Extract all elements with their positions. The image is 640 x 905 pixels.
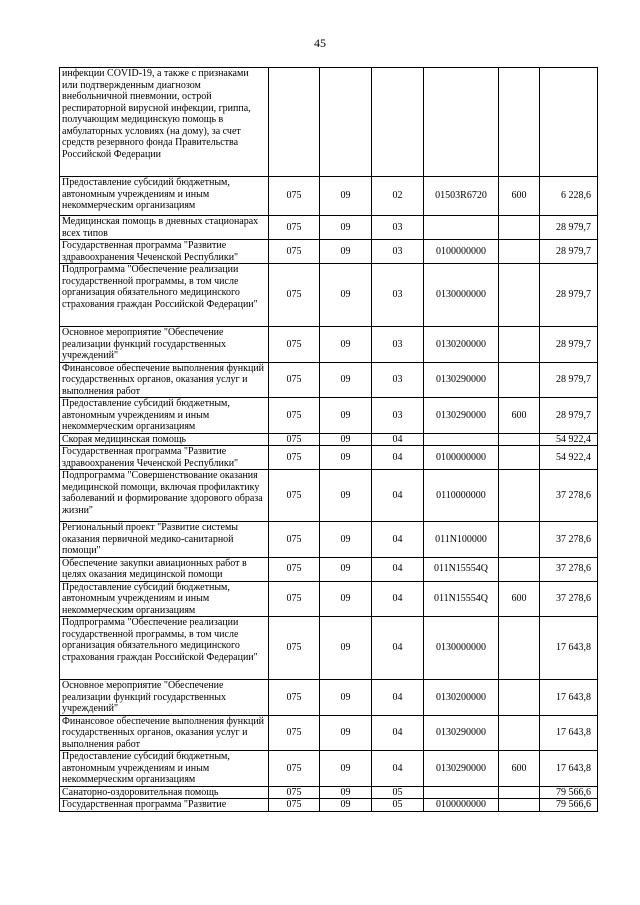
row-csr-cell: 0130200000 bbox=[424, 680, 499, 716]
row-sum-cell: 28 979,7 bbox=[540, 398, 598, 434]
row-vr-cell bbox=[499, 264, 540, 327]
row-pr-cell: 04 bbox=[372, 617, 424, 680]
row-ved-cell: 075 bbox=[269, 177, 320, 216]
row-pr-cell: 03 bbox=[372, 398, 424, 434]
row-vr-cell bbox=[499, 522, 540, 558]
row-rz-cell: 09 bbox=[320, 581, 372, 617]
row-rz-cell: 09 bbox=[320, 786, 372, 799]
row-ved-cell: 075 bbox=[269, 581, 320, 617]
row-ved-cell: 075 bbox=[269, 751, 320, 787]
table-row bbox=[60, 557, 598, 581]
row-pr-cell: 04 bbox=[372, 522, 424, 558]
row-csr-cell bbox=[424, 433, 499, 446]
row-vr-cell bbox=[499, 799, 540, 812]
row-name-cell: Основное мероприятие "Обеспечение реализации функций государственных учреждений" bbox=[60, 327, 269, 363]
row-name-cell: Предоставление субсидий бюджетным, автономным учреждениям и иным некоммерческим организациям bbox=[60, 398, 269, 434]
row-vr-cell bbox=[499, 327, 540, 363]
row-csr-cell: 0100000000 bbox=[424, 240, 499, 264]
row-csr-cell: 0130200000 bbox=[424, 327, 499, 363]
row-csr-cell: 0130000000 bbox=[424, 617, 499, 680]
row-csr-cell: 011N15554Q bbox=[424, 581, 499, 617]
row-name-cell: Предоставление субсидий бюджетным, автономным учреждениям и иным некоммерческим организациям bbox=[60, 751, 269, 787]
row-name-cell: Обеспечение закупки авиационных работ в целях оказания медицинской помощи bbox=[60, 557, 269, 581]
row-csr-cell bbox=[424, 216, 499, 240]
row-vr-cell bbox=[499, 446, 540, 470]
table-row bbox=[60, 216, 598, 240]
row-pr-cell: 02 bbox=[372, 177, 424, 216]
row-ved-cell: 075 bbox=[269, 240, 320, 264]
table-row bbox=[60, 240, 598, 264]
row-ved-cell: 075 bbox=[269, 362, 320, 398]
row-rz-cell: 09 bbox=[320, 799, 372, 812]
row-pr-cell: 04 bbox=[372, 715, 424, 751]
row-sum-cell: 17 643,8 bbox=[540, 680, 598, 716]
row-csr-cell: 0130290000 bbox=[424, 398, 499, 434]
row-name-cell: Государственная программа "Развитие bbox=[60, 799, 269, 812]
row-name-cell: Подпрограмма "Обеспечение реализации государственной программы, в том числе организация обязательного медицинского страхования граждан Российской Федерации" bbox=[60, 617, 269, 680]
row-name-cell: Государственная программа "Развитие здравоохранения Чеченской Республики" bbox=[60, 240, 269, 264]
row-csr-cell: 0110000000 bbox=[424, 470, 499, 522]
row-name-cell: Основное мероприятие "Обеспечение реализации функций государственных учреждений" bbox=[60, 680, 269, 716]
table-row bbox=[60, 680, 598, 716]
row-name-cell: Скорая медицинская помощь bbox=[60, 433, 269, 446]
row-sum-cell: 28 979,7 bbox=[540, 327, 598, 363]
table-row bbox=[60, 470, 598, 522]
row-sum-cell: 17 643,8 bbox=[540, 751, 598, 787]
row-pr-cell: 05 bbox=[372, 799, 424, 812]
row-csr-cell: 0130290000 bbox=[424, 362, 499, 398]
row-vr-cell bbox=[499, 786, 540, 799]
row-sum-cell: 37 278,6 bbox=[540, 470, 598, 522]
row-sum-cell: 28 979,7 bbox=[540, 216, 598, 240]
row-vr-cell: 600 bbox=[499, 751, 540, 787]
row-vr-cell bbox=[499, 362, 540, 398]
table-row bbox=[60, 327, 598, 363]
row-ved-cell: 075 bbox=[269, 557, 320, 581]
row-name-cell: Подпрограмма "Совершенствование оказания медицинской помощи, включая профилактику заболеваний и формирование здорового образа жизни" bbox=[60, 470, 269, 522]
row-csr-cell: 0130290000 bbox=[424, 751, 499, 787]
row-sum-cell: 79 566,6 bbox=[540, 799, 598, 812]
row-pr-cell: 04 bbox=[372, 446, 424, 470]
row-ved-cell: 075 bbox=[269, 617, 320, 680]
row-rz-cell: 09 bbox=[320, 617, 372, 680]
row-sum-cell: 28 979,7 bbox=[540, 264, 598, 327]
row-name-cell: Региональный проект "Развитие системы оказания первичной медико-санитарной помощи" bbox=[60, 522, 269, 558]
row-rz-cell: 09 bbox=[320, 522, 372, 558]
row-rz-cell: 09 bbox=[320, 680, 372, 716]
row-pr-cell: 03 bbox=[372, 216, 424, 240]
row-pr-cell bbox=[372, 68, 424, 177]
row-ved-cell: 075 bbox=[269, 799, 320, 812]
row-rz-cell: 09 bbox=[320, 470, 372, 522]
row-sum-cell bbox=[540, 68, 598, 177]
row-name-cell: Государственная программа "Развитие здравоохранения Чеченской Республики" bbox=[60, 446, 269, 470]
row-csr-cell bbox=[424, 786, 499, 799]
row-rz-cell: 09 bbox=[320, 177, 372, 216]
page-number: 45 bbox=[314, 36, 326, 50]
row-vr-cell bbox=[499, 68, 540, 177]
row-rz-cell: 09 bbox=[320, 433, 372, 446]
table-row bbox=[60, 264, 598, 327]
row-vr-cell bbox=[499, 715, 540, 751]
row-sum-cell: 6 228,6 bbox=[540, 177, 598, 216]
row-sum-cell: 37 278,6 bbox=[540, 557, 598, 581]
row-pr-cell: 03 bbox=[372, 240, 424, 264]
row-name-cell: Финансовое обеспечение выполнения функций государственных органов, оказания услуг и выполнения работ bbox=[60, 362, 269, 398]
table-row bbox=[60, 446, 598, 470]
row-sum-cell: 17 643,8 bbox=[540, 617, 598, 680]
table-row bbox=[60, 715, 598, 751]
row-ved-cell: 075 bbox=[269, 715, 320, 751]
row-sum-cell: 54 922,4 bbox=[540, 446, 598, 470]
row-vr-cell bbox=[499, 216, 540, 240]
row-ved-cell: 075 bbox=[269, 216, 320, 240]
row-rz-cell: 09 bbox=[320, 398, 372, 434]
row-rz-cell: 09 bbox=[320, 264, 372, 327]
row-name-cell: Санаторно-оздоровительная помощь bbox=[60, 786, 269, 799]
row-vr-cell bbox=[499, 433, 540, 446]
row-pr-cell: 03 bbox=[372, 327, 424, 363]
row-rz-cell: 09 bbox=[320, 446, 372, 470]
row-rz-cell: 09 bbox=[320, 216, 372, 240]
row-sum-cell: 28 979,7 bbox=[540, 362, 598, 398]
row-rz-cell: 09 bbox=[320, 751, 372, 787]
row-vr-cell bbox=[499, 470, 540, 522]
row-csr-cell: 011N15554Q bbox=[424, 557, 499, 581]
row-pr-cell: 03 bbox=[372, 264, 424, 327]
row-name-cell: Финансовое обеспечение выполнения функций государственных органов, оказания услуг и выполнения работ bbox=[60, 715, 269, 751]
row-rz-cell: 09 bbox=[320, 327, 372, 363]
budget-table bbox=[59, 67, 598, 812]
row-csr-cell: 0100000000 bbox=[424, 799, 499, 812]
row-sum-cell: 37 278,6 bbox=[540, 581, 598, 617]
table-row bbox=[60, 799, 598, 812]
row-vr-cell bbox=[499, 240, 540, 264]
row-name-cell: инфекции COVID-19, а также с признаками или подтвержденным диагнозом внебольничной пневмонии, острой респираторной вирусной инфекции, гриппа, получающим медицинскую помощь в амбулаторных условиях (на дому), за счет средств резервного фонда Правительства Российской Федерации bbox=[60, 68, 269, 177]
row-ved-cell: 075 bbox=[269, 264, 320, 327]
row-name-cell: Подпрограмма "Обеспечение реализации государственной программы, в том числе организация обязательного медицинского страхования граждан Российской Федерации" bbox=[60, 264, 269, 327]
row-rz-cell bbox=[320, 68, 372, 177]
row-pr-cell: 04 bbox=[372, 470, 424, 522]
row-vr-cell: 600 bbox=[499, 581, 540, 617]
row-vr-cell: 600 bbox=[499, 177, 540, 216]
row-csr-cell: 0130290000 bbox=[424, 715, 499, 751]
row-rz-cell: 09 bbox=[320, 240, 372, 264]
row-sum-cell: 17 643,8 bbox=[540, 715, 598, 751]
row-sum-cell: 37 278,6 bbox=[540, 522, 598, 558]
row-pr-cell: 05 bbox=[372, 786, 424, 799]
table-row bbox=[60, 581, 598, 617]
table-row bbox=[60, 617, 598, 680]
row-vr-cell bbox=[499, 557, 540, 581]
row-ved-cell: 075 bbox=[269, 522, 320, 558]
row-vr-cell bbox=[499, 680, 540, 716]
row-name-cell: Предоставление субсидий бюджетным, автономным учреждениям и иным некоммерческим организациям bbox=[60, 581, 269, 617]
row-pr-cell: 04 bbox=[372, 680, 424, 716]
table-row bbox=[60, 433, 598, 446]
row-ved-cell: 075 bbox=[269, 433, 320, 446]
row-csr-cell: 0100000000 bbox=[424, 446, 499, 470]
row-ved-cell: 075 bbox=[269, 470, 320, 522]
row-pr-cell: 03 bbox=[372, 362, 424, 398]
table-row bbox=[60, 68, 598, 177]
table-row bbox=[60, 177, 598, 216]
row-pr-cell: 04 bbox=[372, 433, 424, 446]
row-pr-cell: 04 bbox=[372, 751, 424, 787]
table-row bbox=[60, 522, 598, 558]
row-ved-cell: 075 bbox=[269, 786, 320, 799]
table-row bbox=[60, 786, 598, 799]
row-rz-cell: 09 bbox=[320, 715, 372, 751]
row-rz-cell: 09 bbox=[320, 557, 372, 581]
row-ved-cell: 075 bbox=[269, 398, 320, 434]
table-row bbox=[60, 751, 598, 787]
row-sum-cell: 79 566,6 bbox=[540, 786, 598, 799]
row-csr-cell bbox=[424, 68, 499, 177]
row-name-cell: Медицинская помощь в дневных стационарах всех типов bbox=[60, 216, 269, 240]
row-csr-cell: 0130000000 bbox=[424, 264, 499, 327]
row-ved-cell: 075 bbox=[269, 446, 320, 470]
row-pr-cell: 04 bbox=[372, 581, 424, 617]
row-csr-cell: 011N100000 bbox=[424, 522, 499, 558]
row-sum-cell: 54 922,4 bbox=[540, 433, 598, 446]
row-name-cell: Предоставление субсидий бюджетным, автономным учреждениям и иным некоммерческим организациям bbox=[60, 177, 269, 216]
row-vr-cell bbox=[499, 617, 540, 680]
row-pr-cell: 04 bbox=[372, 557, 424, 581]
row-sum-cell: 28 979,7 bbox=[540, 240, 598, 264]
row-vr-cell: 600 bbox=[499, 398, 540, 434]
table-body bbox=[60, 68, 598, 812]
row-ved-cell: 075 bbox=[269, 327, 320, 363]
row-rz-cell: 09 bbox=[320, 362, 372, 398]
table-row bbox=[60, 362, 598, 398]
row-csr-cell: 01503R6720 bbox=[424, 177, 499, 216]
table-row bbox=[60, 398, 598, 434]
row-ved-cell: 075 bbox=[269, 680, 320, 716]
row-ved-cell bbox=[269, 68, 320, 177]
